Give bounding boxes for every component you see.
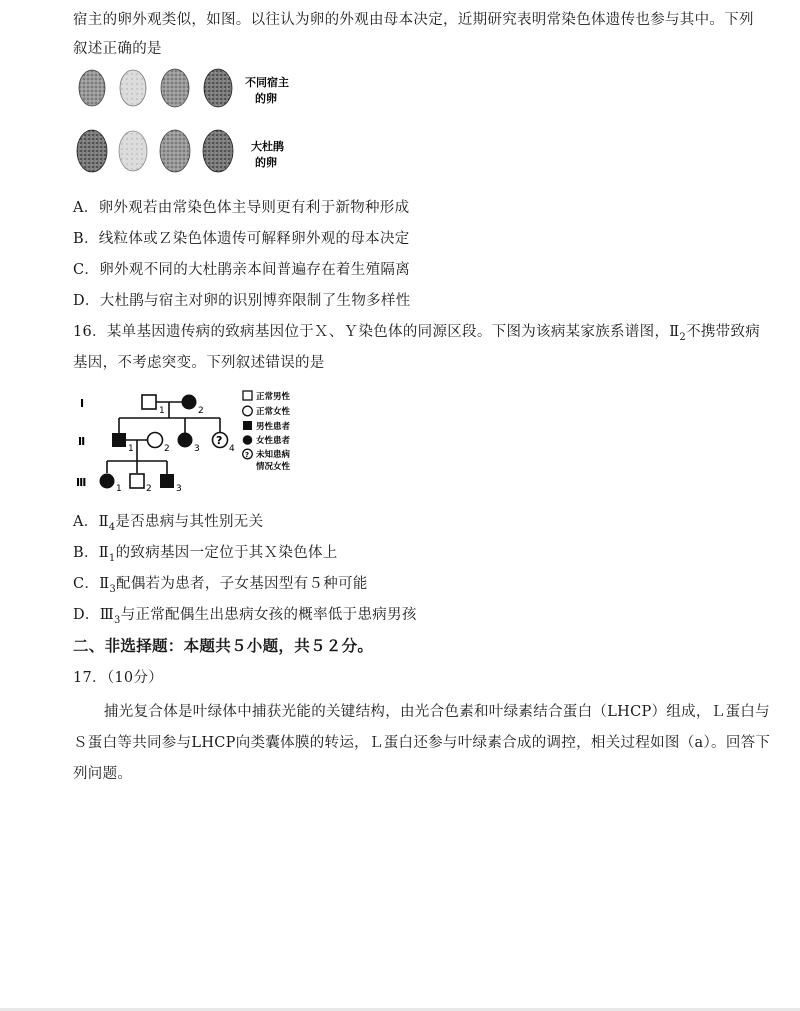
cuckoo-egg-3	[160, 130, 190, 172]
host-egg-2	[120, 70, 146, 106]
legend-affected-female: 女性患者	[256, 436, 291, 446]
legend-normal-female: 正常女性	[256, 407, 291, 417]
iii1-affected-female	[100, 474, 115, 489]
q15-option-c: C．卵外观不同的大杜鹃亲本间普遍存在着生殖隔离	[73, 262, 410, 278]
ii3-affected-female	[178, 433, 193, 448]
iii2-normal-male	[130, 474, 144, 488]
svg-text:3: 3	[176, 484, 182, 494]
q15-option-a: A．卵外观若由常染色体主导则更有利于新物种形成	[73, 200, 410, 216]
svg-text:?: ?	[245, 451, 250, 459]
svg-text:3: 3	[194, 444, 200, 454]
q17-para-line3: 列问题。	[73, 766, 133, 782]
legend-affected-female-symbol	[243, 435, 253, 445]
q15-option-b: B．线粒体或Ｚ染色体遗传可解释卵外观的母本决定	[73, 231, 410, 247]
ii1-affected-male	[112, 433, 126, 447]
legend-affected-male: 男性患者	[256, 422, 291, 432]
iii3-affected-male	[160, 474, 174, 488]
i1-normal-male	[142, 395, 156, 409]
svg-text:1: 1	[116, 484, 122, 494]
egg-label-cuckoo-2: 的卵	[255, 156, 277, 169]
svg-text:1: 1	[128, 444, 134, 454]
egg-figure	[75, 62, 315, 182]
legend-normal-male: 正常男性	[256, 392, 291, 402]
host-egg-3	[161, 69, 189, 107]
svg-text:4: 4	[229, 444, 235, 454]
svg-text:1: 1	[159, 406, 165, 416]
q16-option-d: D．$Ⅲ_3$与正常配偶生出患病女孩的概率低于患病男孩	[73, 607, 417, 626]
gen-label-ii: Ⅱ	[78, 435, 86, 448]
q15-option-d: D．大杜鹃与宿主对卵的识别博弈限制了生物多样性	[73, 293, 411, 309]
q17-header: 17．（10分）	[73, 670, 164, 686]
pedigree-chart	[70, 385, 330, 505]
host-egg-1	[79, 70, 105, 106]
gen-label-iii: Ⅲ	[76, 476, 87, 489]
q16-option-a: A．$Ⅱ_4$是否患病与其性别无关	[73, 514, 264, 533]
host-egg-4	[204, 69, 232, 107]
legend-unknown-female-2: 情况女性	[256, 462, 291, 472]
q17-para-line1: 捕光复合体是叶绿体中捕获光能的关键结构，由光合色素和叶绿素结合蛋白（LHCP）组成，Ｌ蛋白与	[104, 704, 770, 720]
svg-text:?: ?	[216, 434, 223, 447]
cuckoo-egg-1	[77, 130, 107, 172]
q15-stem-line2: 叙述正确的是	[73, 41, 162, 57]
svg-text:2: 2	[198, 406, 204, 416]
legend-normal-male-symbol	[243, 391, 252, 400]
legend-normal-female-symbol	[243, 406, 253, 416]
gen-label-i: Ⅰ	[80, 397, 85, 410]
i2-affected-female	[182, 395, 197, 410]
section-2-heading: 二、非选择题：本题共５小题，共５２分。	[73, 636, 374, 655]
q16-stem-line1: 16．某单基因遗传病的致病基因位于Ｘ、Ｙ染色体的同源区段。下图为该病某家族系谱图，$Ⅱ_2$不携带致病	[73, 324, 761, 343]
q16-option-c: C．$Ⅱ_3$配偶若为患者，子女基因型有５种可能	[73, 576, 368, 595]
egg-label-host-1: 不同宿主	[245, 76, 289, 89]
legend-affected-male-symbol	[243, 421, 252, 430]
egg-label-cuckoo-1: 大杜鹃	[251, 140, 284, 153]
egg-label-host-2: 的卵	[255, 92, 277, 105]
ii2-normal-female	[148, 433, 163, 448]
legend-unknown-female-1: 未知患病	[256, 450, 291, 460]
q16-option-b: B．$Ⅱ_1$的致病基因一定位于其Ｘ染色体上	[73, 545, 338, 564]
svg-text:2: 2	[164, 444, 170, 454]
svg-text:2: 2	[146, 484, 152, 494]
cuckoo-egg-2	[119, 131, 147, 171]
q15-stem-line1: 宿主的卵外观类似，如图。以往认为卵的外观由母本决定，近期研究表明常染色体遗传也参与其中。下列	[73, 12, 754, 28]
cuckoo-egg-4	[203, 130, 233, 172]
q17-para-line2: Ｓ蛋白等共同参与LHCP向类囊体膜的转运，Ｌ蛋白还参与叶绿素合成的调控，相关过程如图（a）。回答下	[73, 735, 771, 751]
q16-stem-line2: 基因，不考虑突变。下列叙述错误的是	[73, 355, 325, 371]
